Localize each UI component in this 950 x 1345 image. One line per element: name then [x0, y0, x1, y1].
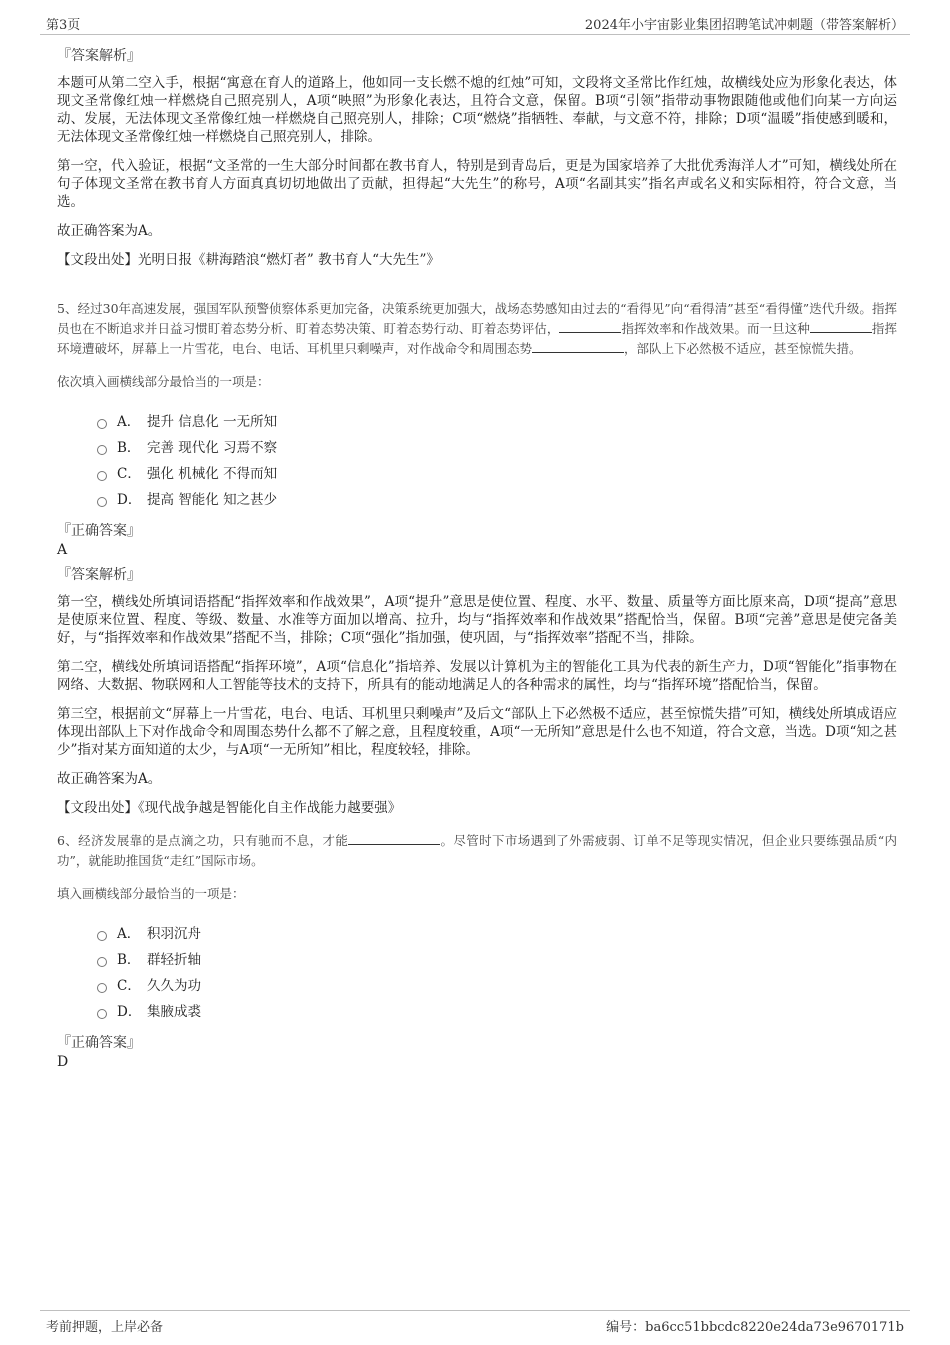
blank-line [348, 832, 440, 845]
option-letter: C． [117, 978, 141, 994]
question-prompt: 依次填入画横线部分最恰当的一项是： [57, 374, 270, 389]
radio-button[interactable] [97, 931, 107, 941]
blank-line [559, 320, 621, 333]
footer-slogan: 考前押题，上岸必备 [46, 1320, 164, 1335]
option-letter: A． [117, 926, 141, 942]
radio-button[interactable] [97, 497, 107, 507]
analysis-paragraph: 本题可从第二空入手，根据“寓意在育人的道路上，他如同一支长燃不熄的红烛”可知，文段将文圣常比作红烛，故横线处应为形象化表达，体现文圣常像红烛一样燃烧自己照亮别人，A项“映照”为形象化表达，且符合文意，保留。B项“引领”指带动事物跟随他或他们向某一方向运动、发展，无法体现文圣常像红烛一样燃烧自己照亮别人，排除；C项“燃烧”指牺牲、奉献，与文意不符，排除；D项“温暖”指使感到暖和，无法体现文圣常像红烛一样燃烧自己照亮别人，排除。 [57, 75, 897, 145]
question-text: 指挥环境遭破坏，屏幕上一片雪花，电台、电话、耳机里只剩噪声，对作战命令和周围态势 [57, 321, 897, 356]
analysis-label: 『答案解析』 [57, 567, 141, 583]
answer-conclusion: 故正确答案为A。 [57, 771, 162, 787]
document-title: 2024年小宇宙影业集团招聘笔试冲刺题（带答案解析） [584, 18, 904, 33]
analysis-paragraph: 第一空，代入验证，根据“文圣常的一生大部分时间都在教书育人，特别是到青岛后，更是为国家培养了大批优秀海洋人才”可知，横线处所在句子体现文圣常在教书育人方面真真切切地做出了贡献，担得起“大先生”的称号，A项“名副其实”指名声或名义和实际相符，符合文意，当选。 [57, 158, 897, 210]
radio-button[interactable] [97, 445, 107, 455]
option-text: 提高 智能化 知之甚少 [147, 492, 278, 508]
option-text: 积羽沉舟 [147, 926, 201, 942]
page-number: 第3页 [46, 18, 81, 33]
analysis-paragraph: 第一空，横线处所填词语搭配“指挥效率和作战效果”，A项“提升”意思是使位置、程度、水平、数量、质量等方面比原来高，D项“提高”意思是使原来位置、程度、等级、数量、水准等方面加以增高、拉升，均与“指挥效率和作战效果”搭配恰当，保留。B项“完善”意思是使完备美好，与“指挥效率和作战效果”搭配不当，排除；C项“强化”指加强，使巩固，与“指挥效率”搭配不当，排除。 [57, 594, 897, 646]
option-c[interactable] [97, 461, 897, 487]
option-b[interactable] [97, 947, 897, 973]
question-text: 5、经过30年高速发展，强国军队预警侦察体系更加完备，决策系统更加强大，战场态势感知由过去的“看得见”向“看得清”甚至“看得懂”迭代升级。指挥员也在不断追求并日益习惯盯着态势分析、盯着态势决策、盯着态势行动、盯着态势评估， [57, 301, 897, 336]
question-text: ，部队上下必然极不适应，甚至惊慌失措。 [624, 341, 862, 356]
option-d[interactable] [97, 999, 897, 1025]
main-content [57, 46, 897, 1077]
blank-line [532, 340, 624, 353]
radio-button[interactable] [97, 983, 107, 993]
option-text: 完善 现代化 习焉不察 [147, 440, 278, 456]
blank-line [810, 320, 872, 333]
option-letter: B． [117, 440, 141, 456]
option-letter: D． [117, 492, 142, 508]
option-text: 提升 信息化 一无所知 [147, 414, 278, 430]
correct-answer: D [57, 1054, 69, 1070]
analysis-label: 『答案解析』 [57, 48, 141, 64]
radio-button[interactable] [97, 471, 107, 481]
option-letter: A． [117, 414, 141, 430]
option-letter: C． [117, 466, 141, 482]
question-text: 指挥效率和作战效果。而一旦这种 [621, 321, 810, 336]
option-d[interactable] [97, 487, 897, 513]
question-prompt: 填入画横线部分最恰当的一项是： [57, 886, 245, 901]
option-c[interactable] [97, 973, 897, 999]
analysis-paragraph: 第二空，横线处所填词语搭配“指挥环境”，A项“信息化”指培养、发展以计算机为主的智能化工具为代表的新生产力，D项“智能化”指事物在网络、大数据、物联网和人工智能等技术的支持下，所具有的能动地满足人的各种需求的属性，均与“指挥环境”搭配恰当，保留。 [57, 659, 897, 693]
option-text: 久久为功 [147, 978, 201, 994]
question-5-options [97, 409, 897, 513]
question-5-stem [57, 299, 897, 359]
correct-answer-label: 『正确答案』 [57, 523, 141, 539]
radio-button[interactable] [97, 1009, 107, 1019]
option-text: 集腋成裘 [147, 1004, 201, 1020]
document-id: 编号：ba6cc51bbcdc8220e24da73e9670171b [606, 1320, 904, 1335]
question-6-stem [57, 831, 897, 871]
option-a[interactable] [97, 921, 897, 947]
answer-conclusion: 故正确答案为A。 [57, 223, 162, 239]
option-letter: B． [117, 952, 141, 968]
option-text: 群轻折轴 [147, 952, 201, 968]
question-text: 6、经济发展靠的是点滴之功，只有驰而不息，才能 [57, 833, 349, 848]
option-letter: D． [117, 1004, 142, 1020]
question-6-options [97, 921, 897, 1025]
radio-button[interactable] [97, 419, 107, 429]
page-header [40, 14, 910, 35]
passage-source: 【文段出处】《现代战争越是智能化自主作战能力越要强》 [57, 800, 402, 816]
passage-source: 【文段出处】光明日报《耕海踏浪“燃灯者” 教书育人“大先生”》 [57, 252, 440, 268]
option-b[interactable] [97, 435, 897, 461]
question-text: 。尽管时下市场遇到了外需疲弱、订单不足等现实情况，但企业只要练强品质“内功”，就能助推国货“走红”国际市场。 [57, 833, 897, 868]
option-a[interactable] [97, 409, 897, 435]
radio-button[interactable] [97, 957, 107, 967]
correct-answer-label: 『正确答案』 [57, 1035, 141, 1051]
correct-answer: A [57, 542, 68, 558]
analysis-paragraph: 第三空，根据前文“屏幕上一片雪花，电台、电话、耳机里只剩噪声”及后文“部队上下必然极不适应，甚至惊慌失措”可知，横线处所填成语应体现出部队上下对作战命令和周围态势什么都不了解之意，且程度较重，A项“一无所知”意思是什么也不知道，符合文意，当选。D项“知之甚少”指对某方面知道的太少，与A项“一无所知”相比，程度较轻，排除。 [57, 706, 897, 758]
option-text: 强化 机械化 不得而知 [147, 466, 278, 482]
page-footer [40, 1310, 910, 1339]
